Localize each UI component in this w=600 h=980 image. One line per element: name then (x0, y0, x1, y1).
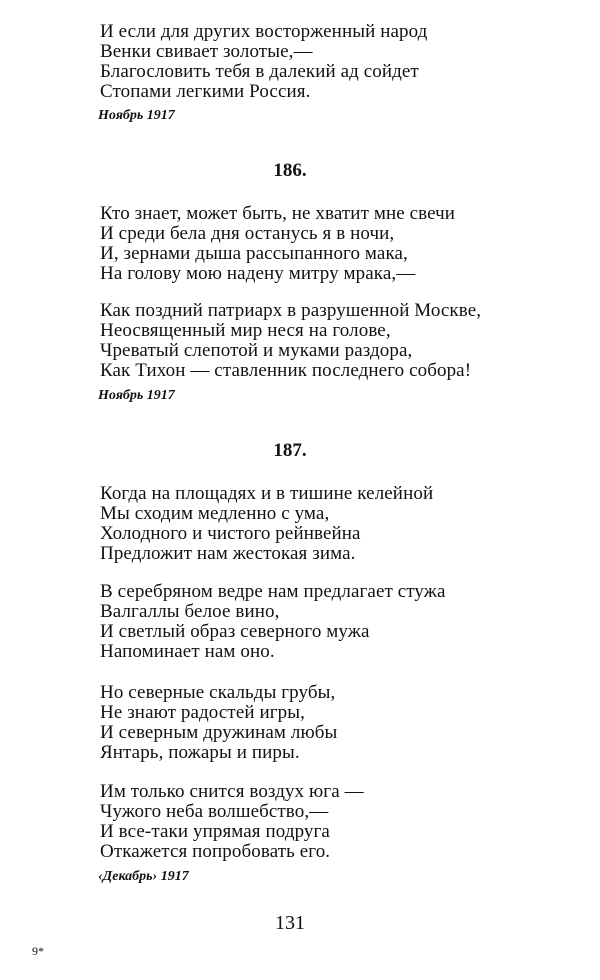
verse-line: В серебряном ведре нам предлагает стужа (100, 581, 446, 602)
poem-187-stanza-2 (100, 582, 446, 662)
verse-line: Когда на площадях и в тишине келейной (100, 483, 434, 504)
verse-line: Холодного и чистого рейнвейна (100, 523, 361, 544)
poem-186-number: 186. (273, 160, 307, 181)
verse-line: Кто знает, может быть, не хватит мне свечи (100, 203, 456, 224)
verse-line: Напоминает нам оно. (100, 641, 275, 662)
verse-line: И все-таки упрямая подруга (100, 821, 330, 842)
verse-line: Янтарь, пожары и пиры. (100, 742, 300, 763)
poem-187-stanza-4 (100, 782, 364, 862)
verse-line: Им только снится воздух юга — (100, 781, 364, 802)
verse-line: Стопами легкими Россия. (100, 81, 311, 102)
verse-line: Валгаллы белое вино, (100, 601, 280, 622)
verse-line: Как поздний патриарх в разрушенной Москве, (100, 300, 482, 321)
poem-186-date: Ноябрь 1917 (98, 388, 175, 403)
poem-187-stanza-3 (100, 683, 337, 763)
verse-line: Неосвященный мир неся на голове, (100, 320, 391, 341)
verse-line: И светлый образ северного мужа (100, 621, 370, 642)
poem-186-stanza-1 (100, 204, 455, 284)
poem-187-number: 187. (273, 440, 307, 461)
verse-line: И, зернами дыша рассыпанного мака, (100, 243, 408, 264)
verse-line: Предложит нам жестокая зима. (100, 543, 356, 564)
verse-line: Венки свивает золотые,— (100, 41, 313, 62)
poem-187-date: ‹Декабрь› 1917 (98, 869, 189, 884)
poem-187-stanza-1 (100, 484, 433, 564)
verse-line: На голову мою надену митру мрака,— (100, 263, 416, 284)
verse-line: Не знают радостей игры, (100, 702, 305, 723)
verse-line: Но северные скальды грубы, (100, 682, 336, 703)
poem-prev-stanza (100, 22, 427, 102)
page-number: 131 (275, 912, 305, 934)
verse-line: Чужого неба волшебство,— (100, 801, 329, 822)
verse-line: Чреватый слепотой и муками раздора, (100, 340, 413, 361)
signature-mark: 9* (32, 944, 44, 958)
verse-line: И среди бела дня останусь я в ночи, (100, 223, 395, 244)
verse-line: И северным дружинам любы (100, 722, 338, 743)
verse-line: Как Тихон — ставленник последнего собора! (100, 360, 472, 381)
verse-line: Мы сходим медленно с ума, (100, 503, 330, 524)
verse-line: Откажется попробовать его. (100, 841, 331, 862)
poem-prev-date: Ноябрь 1917 (98, 108, 175, 123)
poem-186-stanza-2 (100, 301, 481, 381)
verse-line: Благословить тебя в далекий ад сойдет (100, 61, 419, 82)
verse-line: И если для других восторженный народ (100, 21, 428, 42)
